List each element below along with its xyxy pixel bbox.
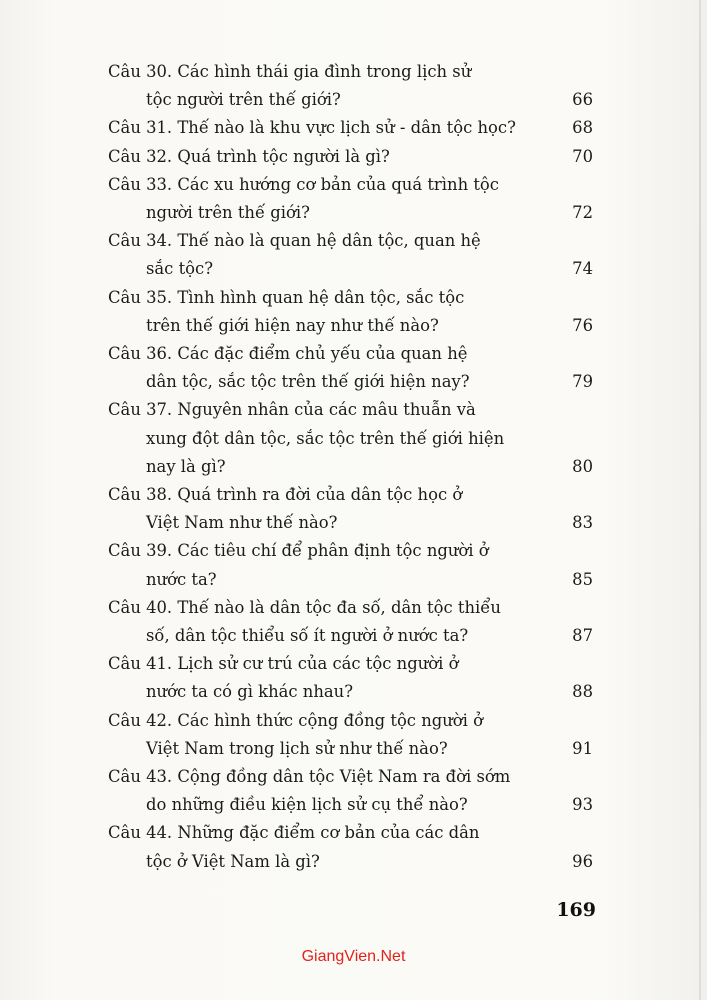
page-number: 169: [556, 899, 596, 921]
toc-entry-page: 88: [572, 682, 593, 702]
toc-entry-title: Câu 40. Thế nào là dân tộc đa số, dân tộc thiểu số, dân tộc thiểu số ít người ở nước ta?: [108, 597, 501, 646]
toc-entry-title: Câu 35. Tình hình quan hệ dân tộc, sắc tộc trên thế giới hiện nay như thế nào?: [108, 287, 465, 335]
toc-entry-title: Câu 31. Thế nào là khu vực lịch sử - dân tộc học?: [108, 118, 516, 138]
toc-entry-36: [108, 340, 595, 396]
toc-entry-page: 70: [572, 146, 593, 166]
toc-entry-title: Câu 34. Thế nào là quan hệ dân tộc, quan hệ sắc tộc?: [108, 231, 481, 279]
toc-entry-42: [108, 707, 595, 763]
toc-entry-title: Câu 41. Lịch sử cư trú của các tộc người ở nước ta có gì khác nhau?: [108, 654, 459, 702]
toc-entry-39: [108, 537, 595, 593]
toc-entry-page: 85: [572, 569, 593, 589]
toc-entry-title: Câu 44. Những đặc điểm cơ bản của các dân tộc ở Việt Nam là gì?: [108, 823, 480, 871]
toc-entry-33: [108, 171, 595, 227]
toc-entry-44: [108, 819, 595, 875]
toc-entry-page: 87: [572, 626, 593, 646]
toc-entry-title: Câu 42. Các hình thức cộng đồng tộc người ở Việt Nam trong lịch sử như thế nào?: [108, 710, 483, 758]
toc-entry-title: Câu 30. Các hình thái gia đình trong lịch sử tộc người trên thế giới?: [108, 62, 472, 110]
toc-entry-40: [108, 594, 595, 650]
toc-entry-page: 93: [572, 795, 593, 815]
page-edge: [699, 0, 701, 1000]
toc-entry-title: Câu 37. Nguyên nhân của các mâu thuẫn và xung đột dân tộc, sắc tộc trên thế giới hiện nay là gì?: [108, 400, 505, 476]
toc-entry-title: Câu 38. Quá trình ra đời của dân tộc học ở Việt Nam như thế nào?: [108, 485, 463, 533]
toc-entry-title: Câu 39. Các tiêu chí để phân định tộc người ở nước ta?: [108, 541, 489, 589]
toc-entry-page: 66: [572, 90, 593, 110]
toc-entry-page: 68: [572, 118, 593, 138]
toc-entry-title: Câu 43. Cộng đồng dân tộc Việt Nam ra đời sớm do những điều kiện lịch sử cụ thể nào?: [108, 767, 511, 815]
toc-entry-41: [108, 650, 595, 706]
toc-entry-page: 76: [572, 315, 593, 335]
toc-entry-34: [108, 227, 595, 283]
watermark: GiangVien.Net: [301, 948, 406, 965]
toc-entry-page: 72: [572, 203, 593, 223]
toc-entry-31: [108, 114, 595, 142]
toc-entry-page: 91: [572, 738, 593, 758]
toc-entry-35: [108, 284, 595, 340]
toc-entry-page: 74: [572, 259, 593, 279]
toc-entry-37: [108, 396, 595, 481]
toc-entry-title: Câu 33. Các xu hướng cơ bản của quá trình tộc người trên thế giới?: [108, 174, 499, 223]
toc-entry-title: Câu 32. Quá trình tộc người là gì?: [108, 146, 390, 166]
toc-entry-32: [108, 143, 595, 171]
toc-entry-page: 79: [572, 372, 593, 392]
toc-entry-page: 96: [572, 851, 593, 871]
toc-entry-30: [108, 58, 595, 114]
toc-entry-page: 80: [572, 456, 593, 476]
toc-entry-43: [108, 763, 595, 819]
toc-entry-title: Câu 36. Các đặc điểm chủ yếu của quan hệ dân tộc, sắc tộc trên thế giới hiện nay?: [108, 344, 470, 392]
toc-entry-page: 83: [572, 513, 593, 533]
toc-entry-38: [108, 481, 595, 537]
table-of-contents: [108, 58, 595, 876]
